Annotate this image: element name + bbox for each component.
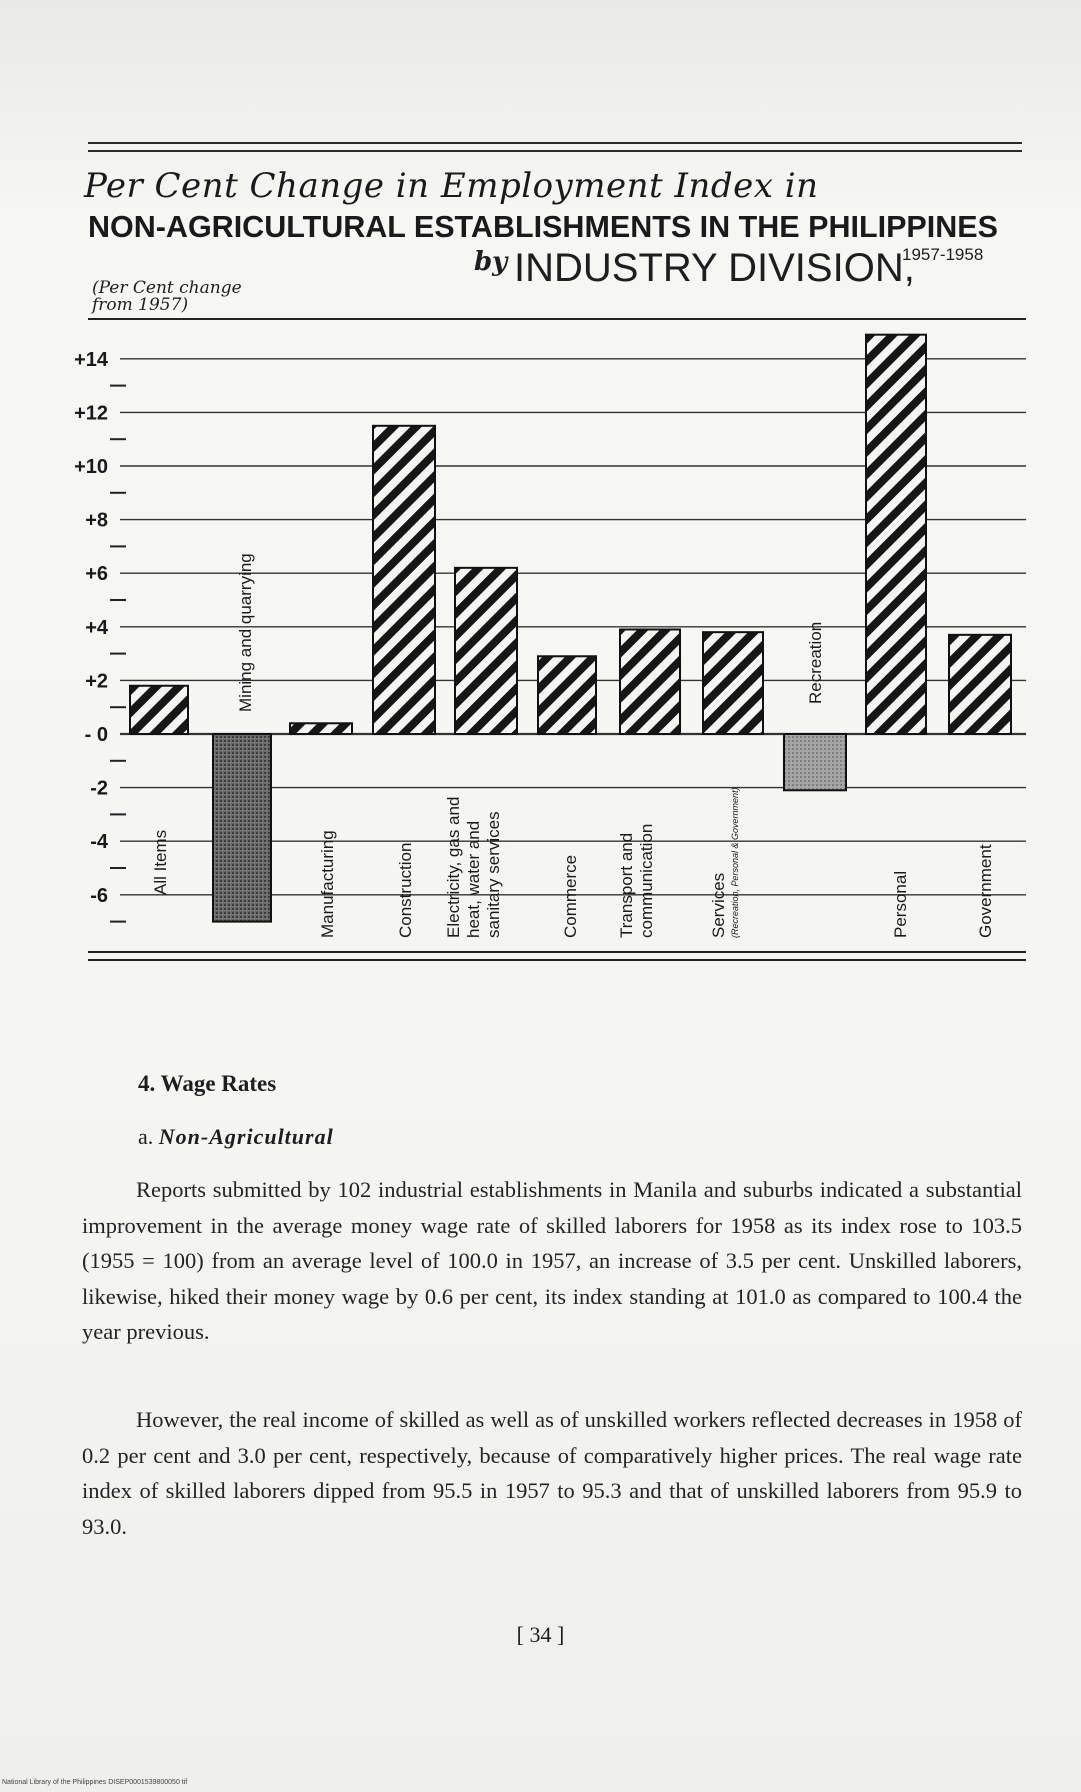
- y-tick-label: - 0: [84, 724, 108, 746]
- bar-label-text: All Items: [151, 829, 170, 895]
- bar-0: [130, 686, 188, 734]
- bar-label-text: Recreation: [806, 621, 825, 704]
- bar-9: [866, 335, 926, 734]
- bar-label-text: Personal: [891, 870, 910, 938]
- y-axis-ticks: [74, 349, 126, 922]
- bar-3: [373, 426, 435, 734]
- chart-bars: [130, 335, 1011, 922]
- y-tick-label: +10: [74, 456, 108, 478]
- subsection-title: Non-Agricultural: [158, 1124, 334, 1149]
- bar-label-3: [396, 843, 415, 938]
- bar-label-line: sanitary services: [484, 811, 503, 938]
- bar-label-line: Services: [709, 872, 728, 938]
- bar-label-line: communication: [637, 823, 656, 938]
- bar-label-9: [891, 871, 910, 938]
- bar-label-2: [318, 830, 337, 938]
- y-axis-label-line1: (Per Cent change: [92, 278, 242, 298]
- paragraph-2: However, the real income of skilled as well as of unskilled workers reflected decreases in 1958 of 0.2 per cent and 3.0 per cent, respectively, because of comparatively higher prices. The real wage rate index of skilled laborers dipped from 95.5 in 1957 to 95.3 and that of unskilled laborers from 95.9 to 93.0.: [82, 1407, 1022, 1539]
- bar-7: [703, 632, 763, 734]
- page-number: [ 34 ]: [516, 1622, 565, 1647]
- bar-2: [290, 723, 352, 734]
- chart-title-years: 1957-1958: [902, 245, 984, 264]
- scan-footer: National Library of the Philippines DISEP0001539800050 tif: [2, 1779, 188, 1786]
- bar-1: [213, 734, 271, 922]
- bar-label-5: [561, 855, 580, 938]
- bar-label-10: [976, 844, 995, 938]
- bar-label-0: [151, 830, 170, 895]
- bar-label-6: [617, 824, 656, 938]
- bar-6: [620, 629, 680, 734]
- y-tick-label: -2: [90, 777, 108, 800]
- paragraph-1: Reports submitted by 102 industrial establishments in Manila and suburbs indicated a substantial improvement in the average money wage rate of skilled laborers for 1958 as its index rose to 103.5 (1955 = 100) from an average level of 100.0 in 1957, an increase of 3.5 per cent. Unskilled laborers, likewise, hiked their money wage by 0.6 per cent, its index standing at 101.0 as compared to 100.4 the year previous.: [82, 1177, 1022, 1344]
- bar-10: [949, 635, 1011, 734]
- bar-label-1: [236, 553, 255, 712]
- chart-title-by: by: [474, 247, 508, 277]
- y-tick-label: +4: [85, 616, 108, 639]
- bar-label-text: Government: [976, 844, 995, 938]
- bar-5: [538, 656, 596, 734]
- y-tick-label: +14: [74, 348, 108, 371]
- bar-label-line: (Recreation, Personal & Government): [730, 787, 740, 938]
- bar-4: [455, 568, 517, 734]
- y-tick-label: -4: [90, 831, 108, 854]
- y-tick-label: +12: [74, 402, 108, 425]
- chart-title-line1: Per Cent Change in Employment Index in: [84, 166, 819, 206]
- y-tick-label: +2: [85, 670, 108, 693]
- bar-label-7: [709, 787, 740, 938]
- subsection-heading: [138, 1124, 334, 1150]
- bar-label-4: [444, 797, 503, 938]
- bar-label-line: Transport and: [617, 832, 636, 938]
- chart-title-line3: INDUSTRY DIVISION,: [514, 246, 915, 290]
- y-tick-label: +6: [85, 563, 108, 586]
- subsection-prefix: a.: [138, 1124, 154, 1149]
- bar-label-text: Construction: [396, 842, 415, 938]
- bar-label-8: [806, 622, 825, 704]
- bar-label-text: Manufacturing: [318, 830, 337, 938]
- y-tick-label: +8: [85, 509, 108, 532]
- bar-label-text: Commerce: [561, 854, 580, 938]
- y-tick-label: -6: [90, 884, 108, 907]
- bar-label-line: heat, water and: [464, 820, 483, 938]
- y-axis-label-line2: from 1957): [92, 295, 189, 315]
- bar-label-line: Electricity, gas and: [444, 796, 463, 938]
- section-heading: 4. Wage Rates: [138, 1071, 277, 1096]
- chart-title-line2: NON-AGRICULTURAL ESTABLISHMENTS IN THE PHILIPPINES: [88, 210, 998, 244]
- bar-label-text: Mining and quarrying: [236, 553, 255, 712]
- bar-8: [784, 734, 846, 790]
